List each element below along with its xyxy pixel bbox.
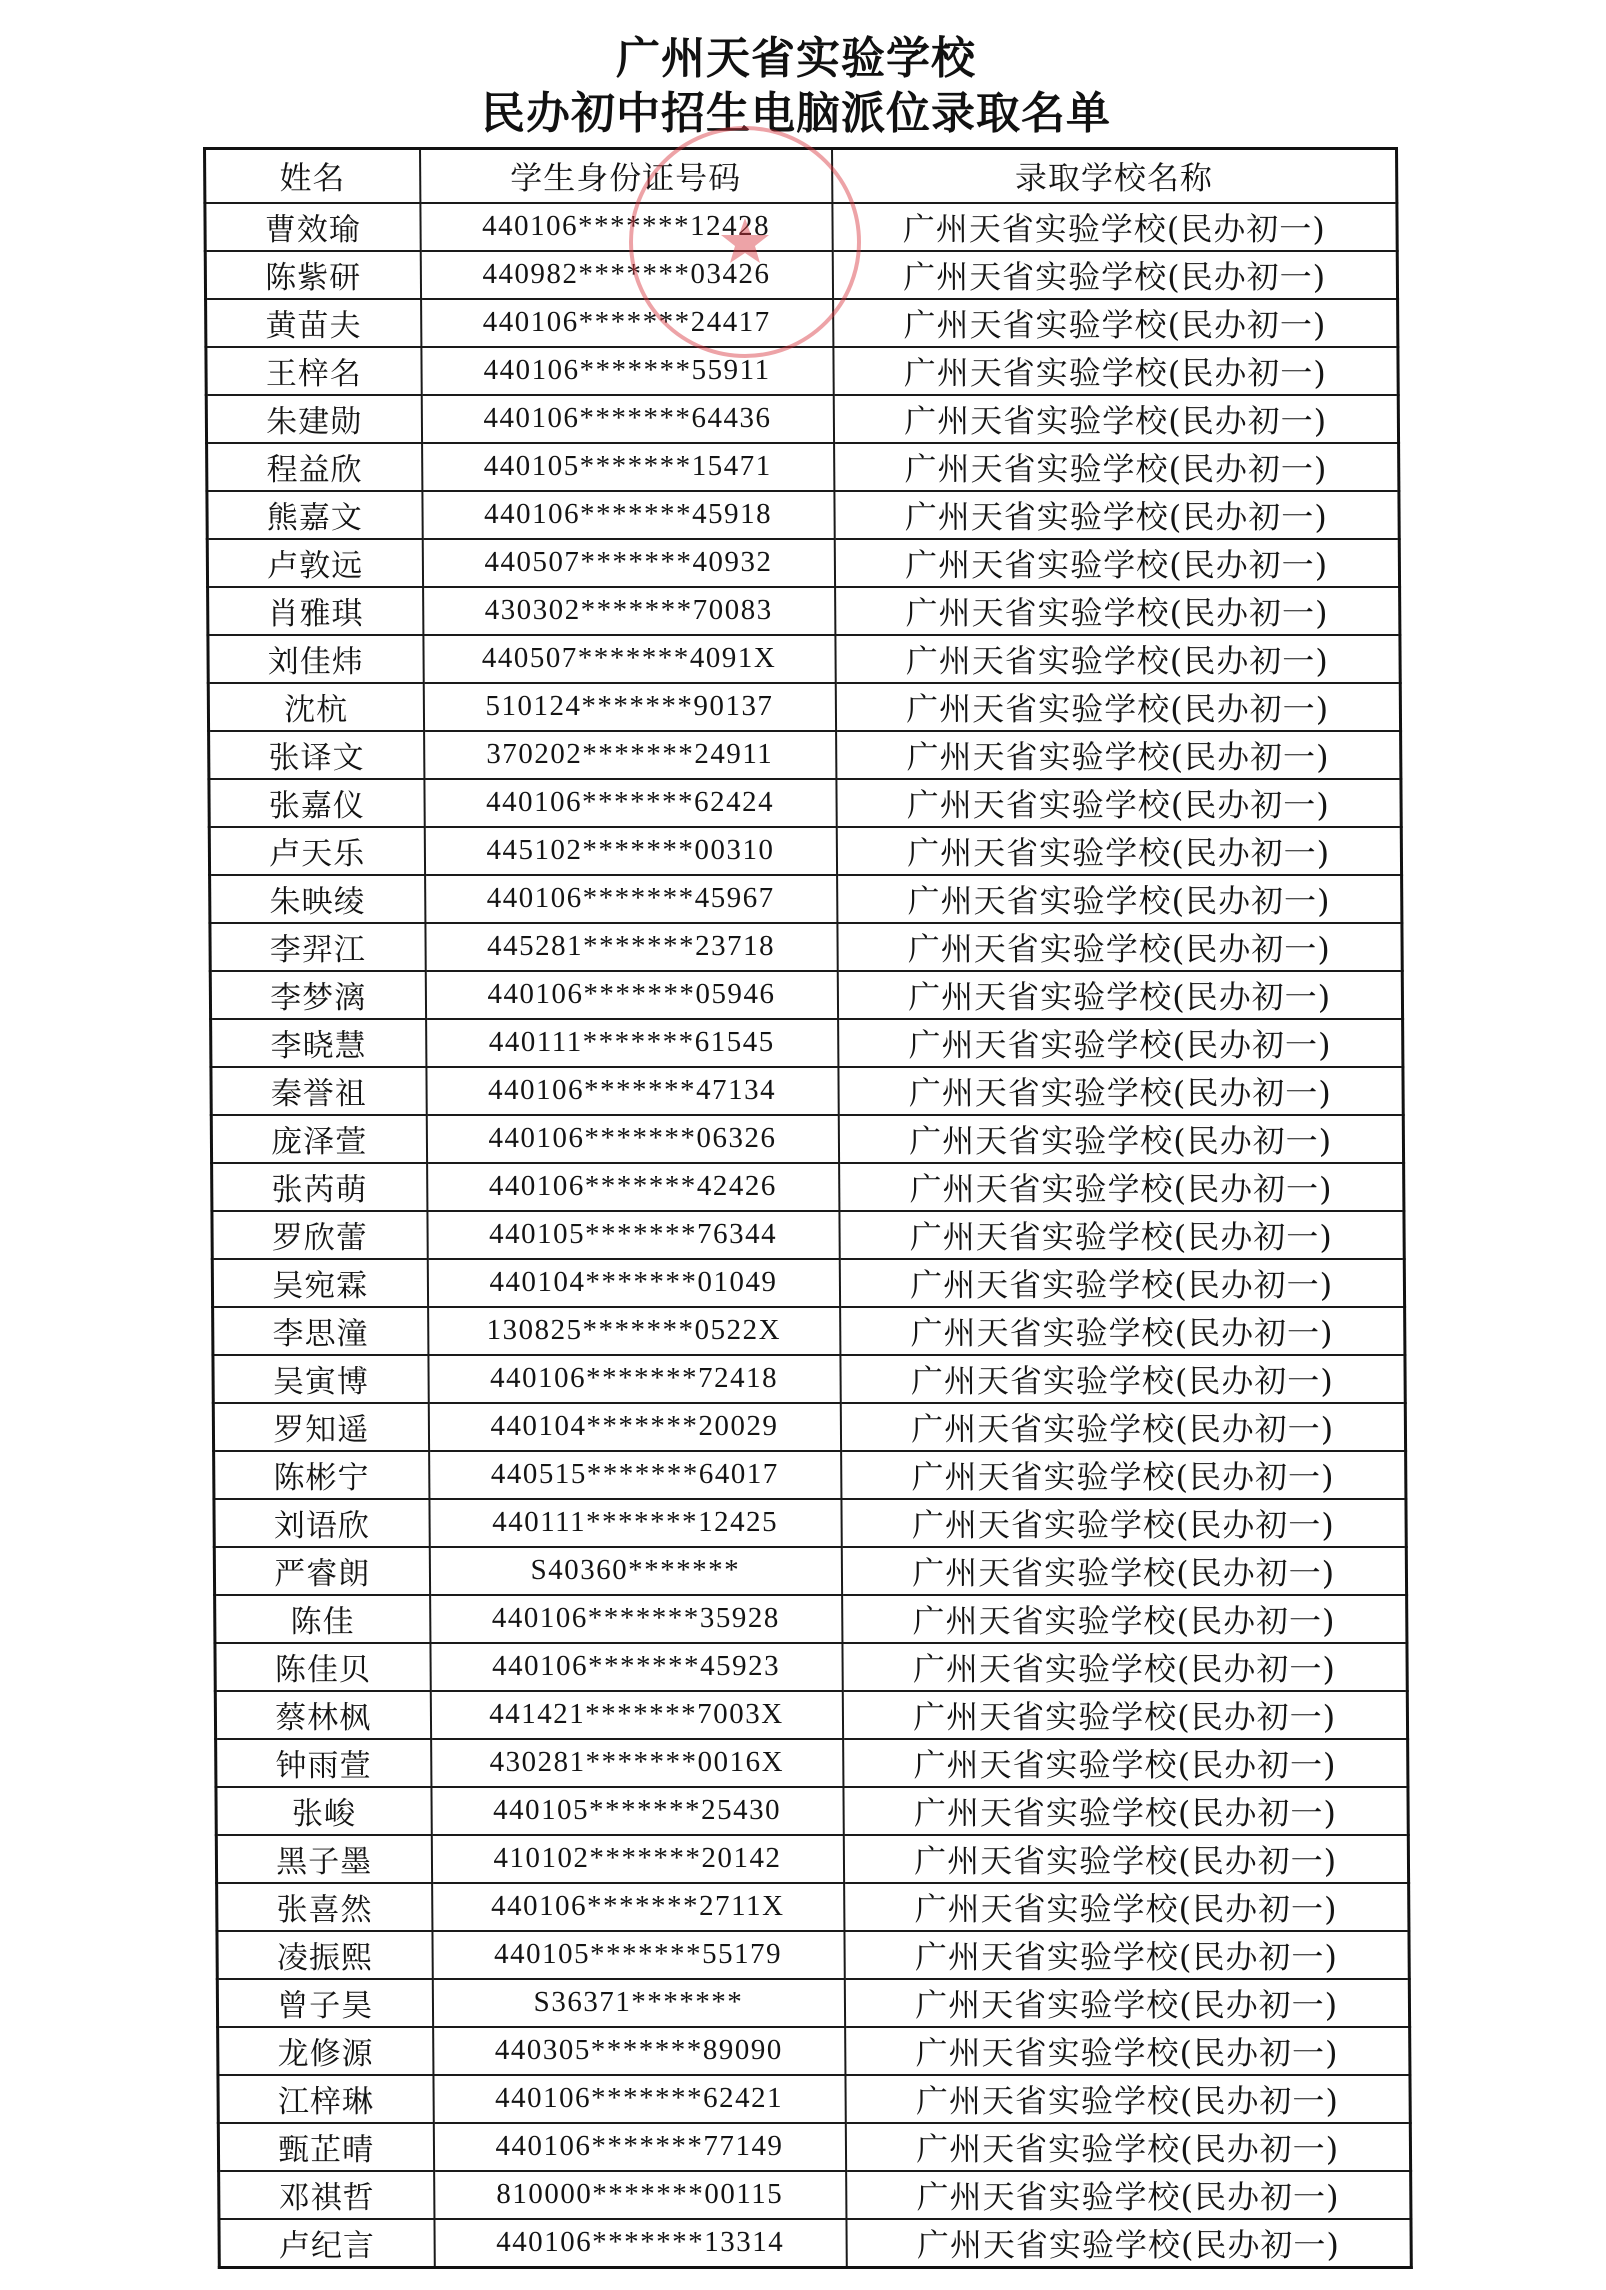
student-name-cell: 甄芷晴 — [218, 2123, 433, 2171]
header-row — [205, 149, 1397, 203]
id-number-cell: 440106*******35928 — [430, 1595, 842, 1643]
table-row — [210, 923, 1402, 971]
id-number-cell: 445281*******23718 — [425, 923, 837, 971]
admitted-school-cell: 广州天省实验学校(民办初一) — [843, 1739, 1408, 1787]
admitted-school-cell: 广州天省实验学校(民办初一) — [846, 2219, 1411, 2268]
table-row — [214, 1451, 1406, 1499]
table-row — [212, 1259, 1404, 1307]
id-number-cell: 440106*******12428 — [420, 203, 832, 251]
admitted-school-cell: 广州天省实验学校(民办初一) — [842, 1643, 1407, 1691]
admission-table — [203, 147, 1413, 2269]
student-name-cell: 刘语欣 — [214, 1499, 429, 1547]
admitted-school-cell: 广州天省实验学校(民办初一) — [845, 2027, 1410, 2075]
id-number-cell: 440105*******55179 — [432, 1931, 844, 1979]
table-row — [210, 971, 1402, 1019]
student-name-cell: 陈佳 — [215, 1595, 430, 1643]
student-name-cell: 李羿江 — [210, 923, 425, 971]
table-row — [214, 1547, 1406, 1595]
id-number-cell: 440106*******05946 — [425, 971, 837, 1019]
student-name-cell: 张喜然 — [217, 1883, 432, 1931]
admitted-school-cell: 广州天省实验学校(民办初一) — [839, 1163, 1404, 1211]
admitted-school-cell: 广州天省实验学校(民办初一) — [844, 1883, 1409, 1931]
student-name-cell: 凌振熙 — [217, 1931, 432, 1979]
student-name-cell: 刘佳炜 — [208, 635, 423, 683]
table-row — [205, 203, 1397, 251]
id-number-cell: 441421*******7003X — [430, 1691, 842, 1739]
id-number-cell: 440104*******01049 — [427, 1259, 839, 1307]
table-row — [213, 1403, 1405, 1451]
student-name-cell: 程益欣 — [207, 443, 422, 491]
student-name-cell: 李梦漓 — [210, 971, 425, 1019]
id-number-cell: 440507*******4091X — [423, 635, 835, 683]
id-number-cell: 810000*******00115 — [434, 2171, 846, 2219]
admitted-school-cell: 广州天省实验学校(民办初一) — [842, 1691, 1407, 1739]
student-name-cell: 庞泽萱 — [211, 1115, 426, 1163]
student-name-cell: 黑子墨 — [216, 1835, 431, 1883]
admitted-school-cell: 广州天省实验学校(民办初一) — [836, 827, 1401, 875]
table-row — [213, 1355, 1405, 1403]
table-row — [216, 1739, 1408, 1787]
student-name-cell: 王梓名 — [206, 347, 421, 395]
id-number-cell: 445102*******00310 — [424, 827, 836, 875]
student-name-cell: 龙修源 — [218, 2027, 433, 2075]
table-header — [205, 149, 1397, 203]
table-row — [206, 395, 1398, 443]
student-name-cell: 卢敦远 — [207, 539, 422, 587]
id-number-cell: 440305*******89090 — [433, 2027, 845, 2075]
id-number-cell: 440106*******45967 — [425, 875, 837, 923]
table-row — [206, 299, 1398, 347]
student-name-cell: 李晓慧 — [211, 1019, 426, 1067]
id-number-cell: 440106*******2711X — [432, 1883, 844, 1931]
admitted-school-cell: 广州天省实验学校(民办初一) — [834, 539, 1399, 587]
student-name-cell: 张嘉仪 — [209, 779, 424, 827]
student-name-cell: 钟雨萱 — [216, 1739, 431, 1787]
student-name-cell: 严睿朗 — [214, 1547, 429, 1595]
table-row — [205, 251, 1397, 299]
student-name-cell: 肖雅琪 — [208, 587, 423, 635]
student-name-cell: 罗欣蕾 — [212, 1211, 427, 1259]
student-name-cell: 朱建勋 — [206, 395, 421, 443]
admitted-school-cell: 广州天省实验学校(民办初一) — [832, 251, 1397, 299]
id-number-cell: 440105*******25430 — [431, 1787, 843, 1835]
table-row — [209, 827, 1401, 875]
admitted-school-cell: 广州天省实验学校(民办初一) — [841, 1451, 1406, 1499]
admitted-school-cell: 广州天省实验学校(民办初一) — [838, 1115, 1403, 1163]
admitted-school-cell: 广州天省实验学校(民办初一) — [837, 971, 1402, 1019]
student-name-cell: 吴寅博 — [213, 1355, 428, 1403]
header-id-number: 学生身份证号码 — [420, 149, 832, 203]
id-number-cell: 440111*******12425 — [429, 1499, 841, 1547]
table-row — [217, 1883, 1409, 1931]
id-number-cell: 440106*******64436 — [421, 395, 833, 443]
table-row — [213, 1307, 1405, 1355]
admitted-school-cell: 广州天省实验学校(民办初一) — [833, 395, 1398, 443]
admitted-school-cell: 广州天省实验学校(民办初一) — [846, 2171, 1411, 2219]
admitted-school-cell: 广州天省实验学校(民办初一) — [843, 1835, 1408, 1883]
admitted-school-cell: 广州天省实验学校(民办初一) — [839, 1211, 1404, 1259]
table-row — [206, 347, 1398, 395]
student-name-cell: 蔡林枫 — [215, 1691, 430, 1739]
id-number-cell: 130825*******0522X — [428, 1307, 840, 1355]
student-name-cell: 沈杭 — [208, 683, 423, 731]
table-row — [219, 2171, 1411, 2219]
id-number-cell: 440104*******20029 — [428, 1403, 840, 1451]
id-number-cell: 430281*******0016X — [431, 1739, 843, 1787]
id-number-cell: 440106*******13314 — [434, 2219, 846, 2268]
table-row — [211, 1067, 1403, 1115]
id-number-cell: 440106*******72418 — [428, 1355, 840, 1403]
id-number-cell: 440106*******24417 — [421, 299, 833, 347]
admitted-school-cell: 广州天省实验学校(民办初一) — [835, 587, 1400, 635]
table-row — [218, 2123, 1410, 2171]
admitted-school-cell: 广州天省实验学校(民办初一) — [845, 2123, 1410, 2171]
id-number-cell: 440106*******77149 — [433, 2123, 845, 2171]
document-subtitle: 民办初中招生电脑派位录取名单 — [481, 88, 1111, 139]
admitted-school-cell: 广州天省实验学校(民办初一) — [837, 923, 1402, 971]
table-row — [216, 1835, 1408, 1883]
student-name-cell: 陈紫研 — [205, 251, 420, 299]
student-name-cell: 熊嘉文 — [207, 491, 422, 539]
admitted-school-cell: 广州天省实验学校(民办初一) — [845, 2075, 1410, 2123]
id-number-cell: 440507*******40932 — [422, 539, 834, 587]
admitted-school-cell: 广州天省实验学校(民办初一) — [836, 779, 1401, 827]
table-row — [210, 875, 1402, 923]
table-row — [219, 2219, 1411, 2268]
admitted-school-cell: 广州天省实验学校(民办初一) — [835, 635, 1400, 683]
table-row — [215, 1643, 1407, 1691]
table-row — [216, 1787, 1408, 1835]
id-number-cell: 440106*******45918 — [422, 491, 834, 539]
table-row — [217, 1931, 1409, 1979]
id-number-cell: 440105*******76344 — [427, 1211, 839, 1259]
admitted-school-cell: 广州天省实验学校(民办初一) — [843, 1787, 1408, 1835]
header-school: 录取学校名称 — [832, 149, 1397, 203]
admitted-school-cell: 广州天省实验学校(民办初一) — [840, 1403, 1405, 1451]
admitted-school-cell: 广州天省实验学校(民办初一) — [842, 1595, 1407, 1643]
table-row — [208, 683, 1400, 731]
student-name-cell: 黄苗夫 — [206, 299, 421, 347]
id-number-cell: 430302*******70083 — [423, 587, 835, 635]
table-row — [215, 1691, 1407, 1739]
table-row — [207, 491, 1399, 539]
admitted-school-cell: 广州天省实验学校(民办初一) — [833, 299, 1398, 347]
student-name-cell: 吴宛霖 — [212, 1259, 427, 1307]
student-name-cell: 张峻 — [216, 1787, 431, 1835]
table-body — [205, 203, 1411, 2268]
admitted-school-cell: 广州天省实验学校(民办初一) — [834, 491, 1399, 539]
admitted-school-cell: 广州天省实验学校(民办初一) — [836, 731, 1401, 779]
student-name-cell: 秦誉祖 — [211, 1067, 426, 1115]
admitted-school-cell: 广州天省实验学校(民办初一) — [839, 1259, 1404, 1307]
id-number-cell: 370202*******24911 — [424, 731, 836, 779]
student-name-cell: 卢天乐 — [209, 827, 424, 875]
table-row — [218, 2075, 1410, 2123]
admitted-school-cell: 广州天省实验学校(民办初一) — [835, 683, 1400, 731]
student-name-cell: 江梓琳 — [218, 2075, 433, 2123]
student-name-cell: 朱映绫 — [210, 875, 425, 923]
id-number-cell: 440106*******55911 — [421, 347, 833, 395]
id-number-cell: 440106*******62424 — [424, 779, 836, 827]
header-name: 姓名 — [205, 149, 420, 203]
table-row — [214, 1499, 1406, 1547]
id-number-cell: 440515*******64017 — [429, 1451, 841, 1499]
admitted-school-cell: 广州天省实验学校(民办初一) — [841, 1499, 1406, 1547]
id-number-cell: 440106*******62421 — [433, 2075, 845, 2123]
student-name-cell: 曹效瑜 — [205, 203, 420, 251]
student-name-cell: 李思潼 — [213, 1307, 428, 1355]
student-name-cell: 卢纪言 — [219, 2219, 434, 2268]
table-row — [207, 539, 1399, 587]
admitted-school-cell: 广州天省实验学校(民办初一) — [838, 1067, 1403, 1115]
id-number-cell: 440982*******03426 — [420, 251, 832, 299]
admitted-school-cell: 广州天省实验学校(民办初一) — [840, 1355, 1405, 1403]
student-name-cell: 邓祺哲 — [219, 2171, 434, 2219]
table-row — [208, 587, 1400, 635]
id-number-cell: 440106*******42426 — [427, 1163, 839, 1211]
admitted-school-cell: 广州天省实验学校(民办初一) — [844, 1979, 1409, 2027]
id-number-cell: 440106*******06326 — [426, 1115, 838, 1163]
admitted-school-cell: 广州天省实验学校(民办初一) — [838, 1019, 1403, 1067]
table-row — [212, 1163, 1404, 1211]
student-name-cell: 陈佳贝 — [215, 1643, 430, 1691]
table-row — [212, 1211, 1404, 1259]
student-name-cell: 张译文 — [209, 731, 424, 779]
id-number-cell: 410102*******20142 — [431, 1835, 843, 1883]
table-row — [209, 731, 1401, 779]
table-row — [207, 443, 1399, 491]
admitted-school-cell: 广州天省实验学校(民办初一) — [840, 1307, 1405, 1355]
admitted-school-cell: 广州天省实验学校(民办初一) — [844, 1931, 1409, 1979]
student-name-cell: 陈彬宁 — [214, 1451, 429, 1499]
table-row — [209, 779, 1401, 827]
admitted-school-cell: 广州天省实验学校(民办初一) — [834, 443, 1399, 491]
id-number-cell: 510124*******90137 — [423, 683, 835, 731]
student-name-cell: 曾子昊 — [217, 1979, 432, 2027]
table-row — [215, 1595, 1407, 1643]
id-number-cell: 440111*******61545 — [426, 1019, 838, 1067]
table-row — [211, 1019, 1403, 1067]
admitted-school-cell: 广州天省实验学校(民办初一) — [832, 203, 1397, 251]
admitted-school-cell: 广州天省实验学校(民办初一) — [837, 875, 1402, 923]
table-row — [217, 1979, 1409, 2027]
admitted-school-cell: 广州天省实验学校(民办初一) — [841, 1547, 1406, 1595]
document-title: 广州天省实验学校 — [616, 33, 976, 84]
id-number-cell: 440105*******15471 — [422, 443, 834, 491]
student-name-cell: 张芮萌 — [212, 1163, 427, 1211]
admitted-school-cell: 广州天省实验学校(民办初一) — [833, 347, 1398, 395]
table-row — [211, 1115, 1403, 1163]
id-number-cell: S40360******* — [429, 1547, 841, 1595]
id-number-cell: S36371******* — [432, 1979, 844, 2027]
table-row — [208, 635, 1400, 683]
table-row — [218, 2027, 1410, 2075]
id-number-cell: 440106*******45923 — [430, 1643, 842, 1691]
student-name-cell: 罗知遥 — [213, 1403, 428, 1451]
id-number-cell: 440106*******47134 — [426, 1067, 838, 1115]
